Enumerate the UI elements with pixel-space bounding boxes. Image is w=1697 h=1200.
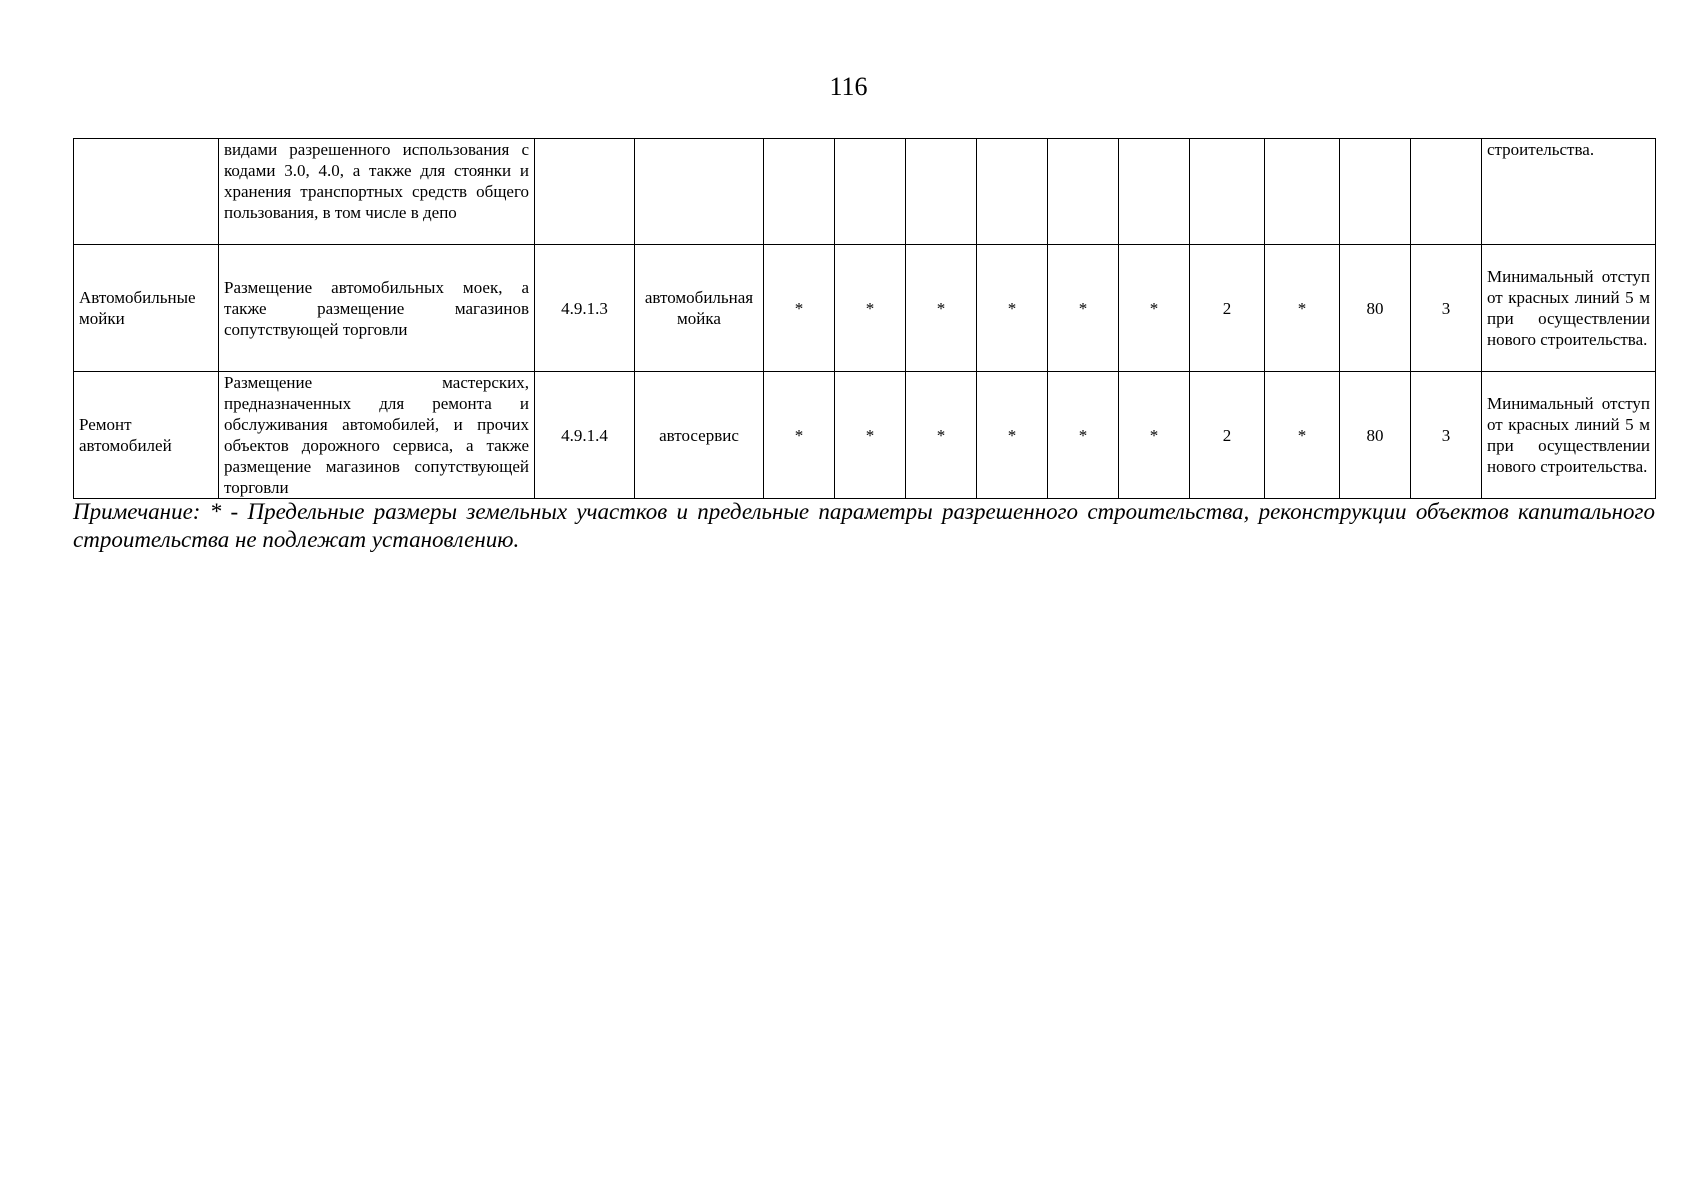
- use-code-cell: 4.9.1.3: [535, 245, 635, 372]
- use-description-cell: Размещение автомобильных моек, а также размещение магазинов сопутствующей торговли: [219, 245, 535, 372]
- param-cell: [1048, 139, 1119, 245]
- param-cell: *: [764, 372, 835, 499]
- table-row: [74, 372, 1656, 499]
- param-cell: [835, 139, 906, 245]
- param-cell: *: [1265, 245, 1340, 372]
- object-type-cell: автосервис: [635, 372, 764, 499]
- table-row: [74, 245, 1656, 372]
- param-cell: 80: [1340, 245, 1411, 372]
- footnote: Примечание: * - Предельные размеры земельных участков и предельные параметры разрешенного строительства, реконструкции объектов капитального строительства не подлежат установлению.: [73, 499, 1655, 552]
- note-cell: Минимальный отступ от красных линий 5 м при осуществлении нового строительства.: [1482, 245, 1656, 372]
- use-name-cell: Автомобильные мойки: [74, 245, 219, 372]
- note-cell: Минимальный отступ от красных линий 5 м при осуществлении нового строительства.: [1482, 372, 1656, 499]
- param-cell: *: [906, 245, 977, 372]
- param-cell: [977, 139, 1048, 245]
- param-cell: *: [977, 245, 1048, 372]
- zoning-regulations-table: [73, 138, 1656, 499]
- param-cell: 80: [1340, 372, 1411, 499]
- object-type-cell: [635, 139, 764, 245]
- table-row: [74, 139, 1656, 245]
- param-cell: [764, 139, 835, 245]
- use-description-cell: видами разрешенного использования с кодами 3.0, 4.0, а также для стоянки и хранения транспортных средств общего пользования, в том числе в депо: [219, 139, 535, 245]
- use-code-cell: 4.9.1.4: [535, 372, 635, 499]
- param-cell: [1190, 139, 1265, 245]
- param-cell: *: [835, 372, 906, 499]
- param-cell: [1119, 139, 1190, 245]
- param-cell: [906, 139, 977, 245]
- param-cell: *: [1119, 372, 1190, 499]
- param-cell: 2: [1190, 245, 1265, 372]
- use-description-cell: Размещение мастерских, предназначенных для ремонта и обслуживания автомобилей, и прочих объектов дорожного сервиса, а также размещение магазинов сопутствующей торговли: [219, 372, 535, 499]
- param-cell: *: [906, 372, 977, 499]
- param-cell: *: [1048, 372, 1119, 499]
- param-cell: [1411, 139, 1482, 245]
- param-cell: [1340, 139, 1411, 245]
- use-name-cell: [74, 139, 219, 245]
- param-cell: *: [1119, 245, 1190, 372]
- param-cell: 2: [1190, 372, 1265, 499]
- param-cell: *: [977, 372, 1048, 499]
- param-cell: *: [835, 245, 906, 372]
- page-number: 116: [829, 72, 868, 101]
- param-cell: [1265, 139, 1340, 245]
- note-cell: строительства.: [1482, 139, 1656, 245]
- param-cell: 3: [1411, 245, 1482, 372]
- param-cell: *: [1265, 372, 1340, 499]
- param-cell: *: [764, 245, 835, 372]
- object-type-cell: автомобильная мойка: [635, 245, 764, 372]
- use-code-cell: [535, 139, 635, 245]
- use-name-cell: Ремонт автомобилей: [74, 372, 219, 499]
- param-cell: *: [1048, 245, 1119, 372]
- param-cell: 3: [1411, 372, 1482, 499]
